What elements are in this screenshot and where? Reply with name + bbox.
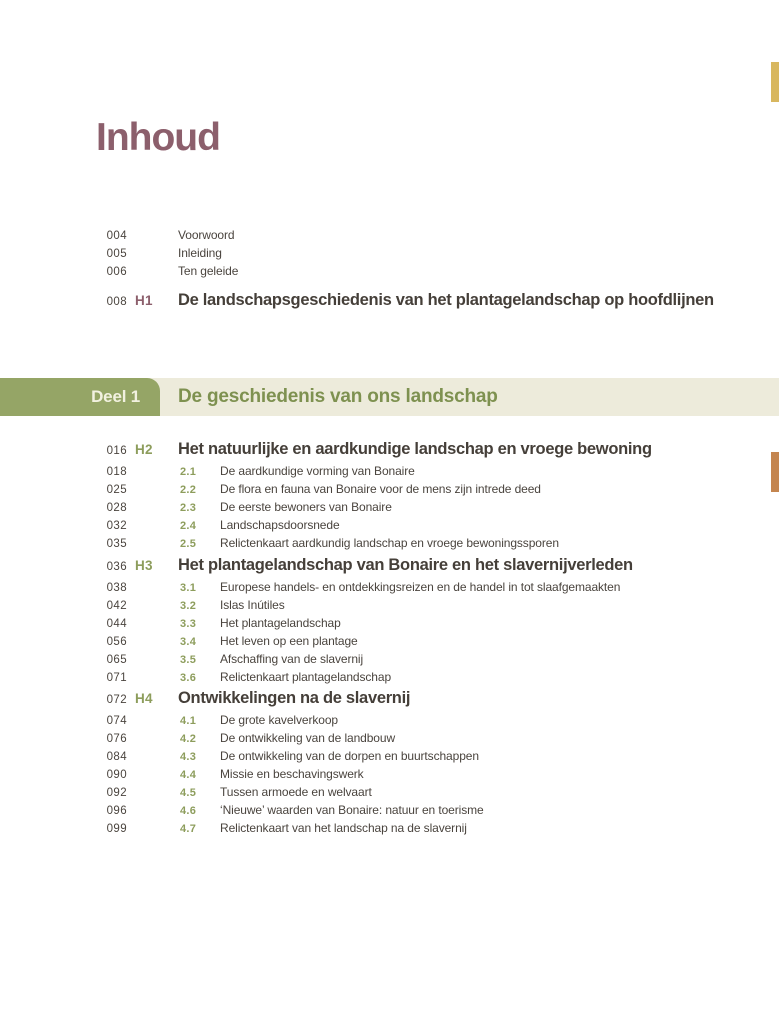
chapter-header — [0, 554, 779, 578]
part-banner — [0, 378, 779, 416]
section-title: De ontwikkeling van de dorpen en buurtschappen — [220, 749, 479, 763]
part-title: De geschiedenis van ons landschap — [178, 386, 498, 407]
section-title: Islas Inútiles — [220, 598, 285, 612]
section-title: Landschapsdoorsnede — [220, 518, 340, 532]
toc-section-row — [0, 669, 779, 687]
page-number: 056 — [106, 636, 127, 648]
section-number: 3.4 — [180, 636, 197, 648]
chapter-code: H3 — [135, 558, 153, 573]
page-number: 004 — [106, 230, 127, 242]
section-title: Missie en beschavingswerk — [220, 767, 364, 781]
chapter-header — [0, 687, 779, 711]
page-number: 084 — [106, 751, 127, 763]
section-number: 2.2 — [180, 484, 197, 496]
toc-section-row — [0, 730, 779, 748]
toc-entry-h1 — [0, 289, 779, 313]
page-number: 096 — [106, 805, 127, 817]
entry-title: Ten geleide — [178, 264, 239, 278]
section-title: Tussen armoede en welvaart — [220, 785, 372, 799]
section-title: Relictenkaart plantagelandschap — [220, 670, 392, 684]
toc-section-row — [0, 748, 779, 766]
page-number: 038 — [106, 582, 127, 594]
toc-section-row — [0, 802, 779, 820]
page-number: 008 — [106, 296, 127, 308]
page-number: 005 — [106, 248, 127, 260]
chapter-title: Het natuurlijke en aardkundige landschap en vroege bewoning — [178, 440, 652, 458]
section-number: 3.1 — [180, 582, 197, 594]
chapter-block-h2 — [0, 438, 779, 553]
chapter-code: H4 — [135, 691, 153, 706]
section-number: 3.3 — [180, 618, 197, 630]
page-number: 065 — [106, 654, 127, 666]
page-number: 025 — [106, 484, 127, 496]
section-title: Relictenkaart van het landschap na de slavernij — [220, 821, 467, 835]
section-title: De flora en fauna van Bonaire voor de mens zijn intrede deed — [220, 482, 541, 496]
section-number: 4.7 — [180, 823, 197, 835]
entry-title: Inleiding — [178, 246, 222, 260]
toc-section-row — [0, 633, 779, 651]
chapter-block-h3 — [0, 554, 779, 687]
page-number: 074 — [106, 715, 127, 727]
toc-section-row — [0, 481, 779, 499]
page-number: 044 — [106, 618, 127, 630]
page-number: 016 — [106, 445, 127, 457]
section-title: Het leven op een plantage — [220, 634, 358, 648]
section-list — [0, 579, 779, 687]
section-list — [0, 712, 779, 838]
page-number: 076 — [106, 733, 127, 745]
section-number: 4.5 — [180, 787, 197, 799]
toc-section-row — [0, 784, 779, 802]
section-title: Relictenkaart aardkundig landschap en vroege bewoningssporen — [220, 536, 559, 550]
chapter-block-h4 — [0, 687, 779, 838]
toc-section-row — [0, 499, 779, 517]
toc-entry — [0, 227, 779, 245]
section-title: Afschaffing van de slavernij — [220, 652, 364, 666]
section-number: 2.4 — [180, 520, 197, 532]
front-matter-list — [0, 227, 779, 281]
section-number: 2.5 — [180, 538, 197, 550]
toc-section-row — [0, 712, 779, 730]
chapter-title: Het plantagelandschap van Bonaire en het slavernijverleden — [178, 556, 633, 574]
chapter-title: De landschapsgeschiedenis van het plantagelandschap op hoofdlijnen — [178, 291, 714, 309]
page-number: 035 — [106, 538, 127, 550]
toc-entry — [0, 263, 779, 281]
section-number: 3.6 — [180, 672, 197, 684]
toc-entry — [0, 245, 779, 263]
toc-section-row — [0, 535, 779, 553]
toc-section-row — [0, 820, 779, 838]
section-number: 2.3 — [180, 502, 197, 514]
toc-section-row — [0, 463, 779, 481]
part-label-tab: Deel 1 — [0, 378, 160, 416]
section-number: 4.1 — [180, 715, 197, 727]
section-title: De eerste bewoners van Bonaire — [220, 500, 392, 514]
section-title: De ontwikkeling van de landbouw — [220, 731, 396, 745]
section-number: 3.5 — [180, 654, 197, 666]
chapter-header — [0, 438, 779, 462]
toc-section-row — [0, 766, 779, 784]
page-number: 032 — [106, 520, 127, 532]
chapter-code: H1 — [135, 293, 153, 308]
section-title: Het plantagelandschap — [220, 616, 341, 630]
section-title: De grote kavelverkoop — [220, 713, 338, 727]
entry-title: Voorwoord — [178, 228, 235, 242]
page-number: 092 — [106, 787, 127, 799]
page-number: 036 — [106, 561, 127, 573]
page-title: Inhoud — [96, 116, 220, 159]
section-list — [0, 463, 779, 553]
chapter-title: Ontwikkelingen na de slavernij — [178, 689, 411, 707]
toc-section-row — [0, 615, 779, 633]
section-number: 4.3 — [180, 751, 197, 763]
section-number: 3.2 — [180, 600, 197, 612]
page-number: 099 — [106, 823, 127, 835]
toc-section-row — [0, 597, 779, 615]
section-title: ‘Nieuwe’ waarden van Bonaire: natuur en toerisme — [220, 803, 484, 817]
page-number: 071 — [106, 672, 127, 684]
toc-section-row — [0, 517, 779, 535]
section-title: De aardkundige vorming van Bonaire — [220, 464, 415, 478]
page-number: 028 — [106, 502, 127, 514]
section-number: 4.6 — [180, 805, 197, 817]
page-number: 090 — [106, 769, 127, 781]
toc-section-row — [0, 651, 779, 669]
page-number: 042 — [106, 600, 127, 612]
page-number: 006 — [106, 266, 127, 278]
page-number: 072 — [106, 694, 127, 706]
section-title: Europese handels- en ontdekkingsreizen en de handel in tot slaafgemaakten — [220, 580, 621, 594]
section-number: 2.1 — [180, 466, 197, 478]
section-number: 4.4 — [180, 769, 197, 781]
toc-section-row — [0, 579, 779, 597]
page-number: 018 — [106, 466, 127, 478]
edge-tab-gold — [771, 62, 779, 102]
section-number: 4.2 — [180, 733, 197, 745]
chapter-code: H2 — [135, 442, 153, 457]
